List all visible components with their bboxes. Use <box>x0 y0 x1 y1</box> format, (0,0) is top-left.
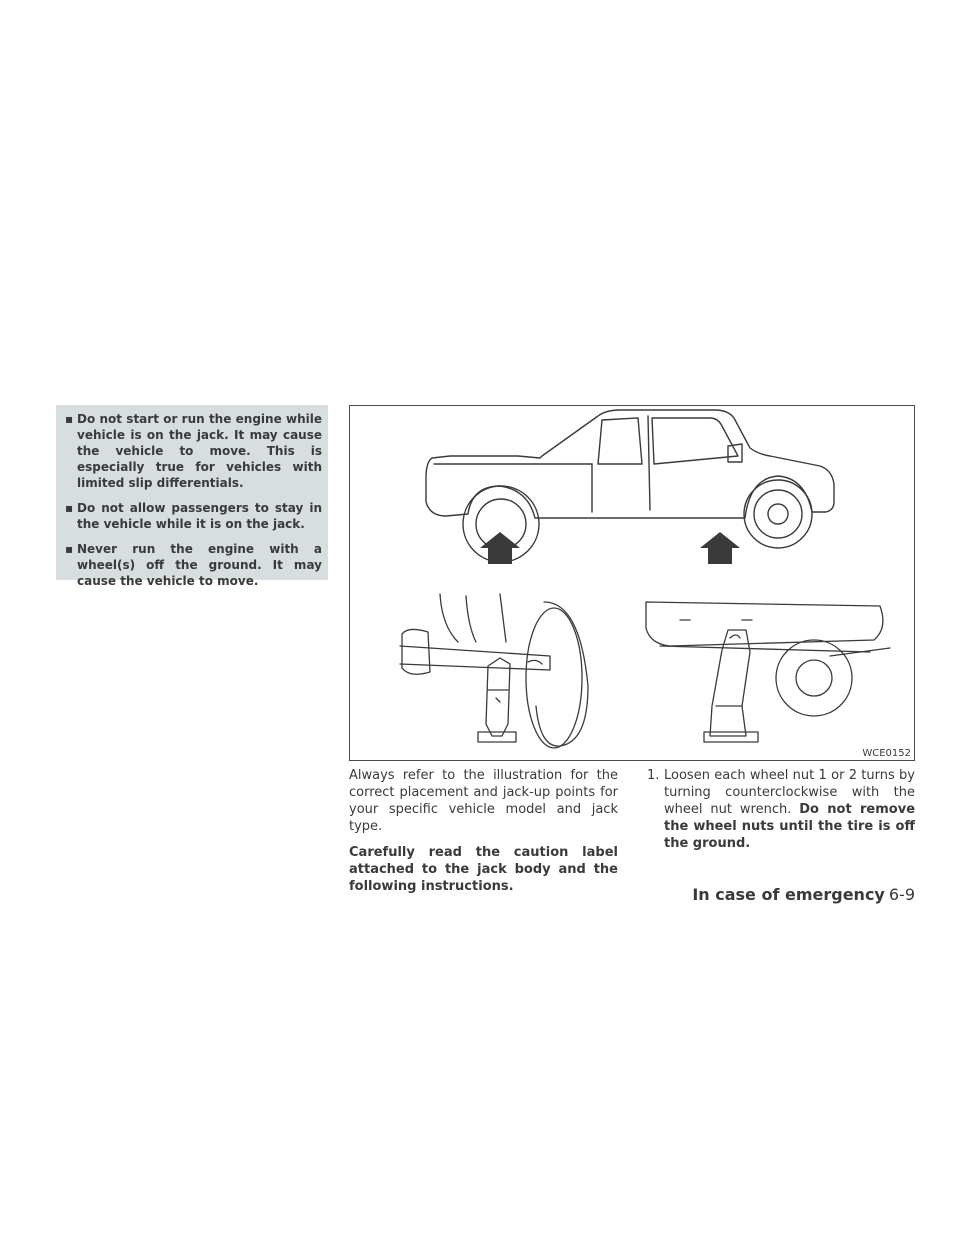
caution-item: ▪ Never run the engine with a wheel(s) off the ground. It may cause the vehicle to move. <box>65 542 322 588</box>
truck-jack-diagram <box>350 406 914 760</box>
body-right-column <box>647 767 915 861</box>
caution-label-paragraph: Carefully read the caution label attached to the jack body and the following instructions. <box>349 845 618 894</box>
rear-axle-detail <box>400 594 588 748</box>
door-line <box>648 416 650 510</box>
jack-point-illustration <box>349 405 915 761</box>
step-number: 1. <box>647 768 660 783</box>
bullet-icon: ▪ <box>65 542 74 556</box>
step-1: 1. Loosen each wheel nut 1 or 2 turns by turning counterclockwise with the wheel nut wrench. Do not remove the wheel nuts until the tire is off the ground. <box>647 768 916 851</box>
front-frame-detail <box>646 602 890 742</box>
front-jack-arrow-icon <box>700 532 740 564</box>
page-footer <box>692 885 915 904</box>
caution-item: ▪ Do not start or run the engine while vehicle is on the jack. It may cause the vehicle to move. This is especially true for vehicles with limited slip differentials. <box>65 412 322 490</box>
rear-window <box>598 418 642 464</box>
page-number: 6-9 <box>888 885 915 904</box>
caution-item: ▪ Do not allow passengers to stay in the vehicle while it is on the jack. <box>65 501 322 531</box>
jack-point-arrows <box>480 532 740 564</box>
body-left-column <box>349 767 618 904</box>
side-mirror <box>728 444 742 462</box>
section-title: In case of emergency <box>692 885 885 904</box>
front-window <box>652 418 738 464</box>
bullet-icon: ▪ <box>65 501 74 515</box>
caution-box <box>56 405 328 588</box>
figure-code: WCE0152 <box>862 748 911 759</box>
caution-list <box>62 411 322 589</box>
bullet-icon: ▪ <box>65 412 74 426</box>
intro-paragraph: Always refer to the illustration for the correct placement and jack-up points for your specific vehicle model and jack type. <box>349 768 618 834</box>
